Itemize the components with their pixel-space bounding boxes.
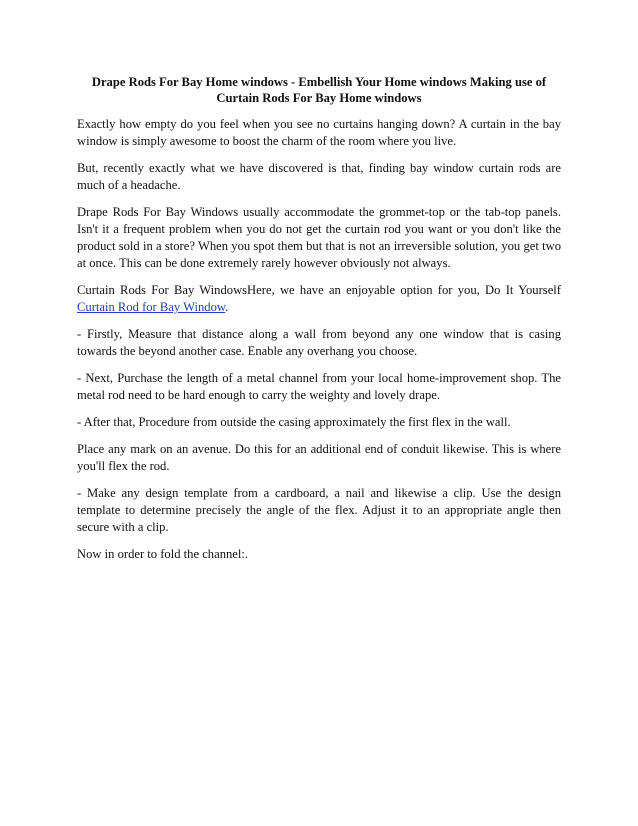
document-title: Drape Rods For Bay Home windows - Embellish Your Home windows Making use of Curtain Rods For Bay Home windows xyxy=(91,75,547,105)
paragraph-intro: Exactly how empty do you feel when you see no curtains hanging down? A curtain in the bay window is simply awesome to boost the charm of the room where you live. xyxy=(77,117,561,148)
step-measure: - Firstly, Measure that distance along a wall from beyond any one window that is casing towards the beyond another case. Enable any overhang you choose. xyxy=(77,327,561,358)
step-purchase: - Next, Purchase the length of a metal channel from your local home-improvement shop. The metal rod need to be hard enough to carry the weighty and lovely drape. xyxy=(77,371,561,402)
step-procedure: - After that, Procedure from outside the casing approximately the first flex in the wall. xyxy=(77,415,511,429)
paragraph-drape-rods: Drape Rods For Bay Windows usually accommodate the grommet-top or the tab-top panels. Isn't it a frequent problem when you do not get the curtain rod you want or you don't like the product sold in a store? When you spot them but that is not an irreversible solution, you get two at once. This can be done extremely rarely however obviously not always. xyxy=(77,205,561,270)
curtain-rod-link[interactable]: Curtain Rod for Bay Window xyxy=(77,300,226,314)
step-template: - Make any design template from a cardboard, a nail and likewise a clip. Use the design template to determine precisely the angle of the flex. Adjust it to an appropriate angle then secure with a clip. xyxy=(77,486,561,534)
paragraph-recently: But, recently exactly what we have discovered is that, finding bay window curtain rods are much of a headache. xyxy=(77,161,561,192)
paragraph-diy-link xyxy=(77,282,561,316)
paragraph-fold-channel: Now in order to fold the channel:. xyxy=(77,547,249,561)
step-place-mark: Place any mark on an avenue. Do this for an additional end of conduit likewise. This is where you'll flex the rod. xyxy=(77,442,561,473)
document-page xyxy=(77,74,561,573)
paragraph-diy-text: Curtain Rods For Bay WindowsHere, we have an enjoyable option for you, Do It Yourself xyxy=(77,283,561,297)
paragraph-diy-trailing: . xyxy=(225,300,229,314)
